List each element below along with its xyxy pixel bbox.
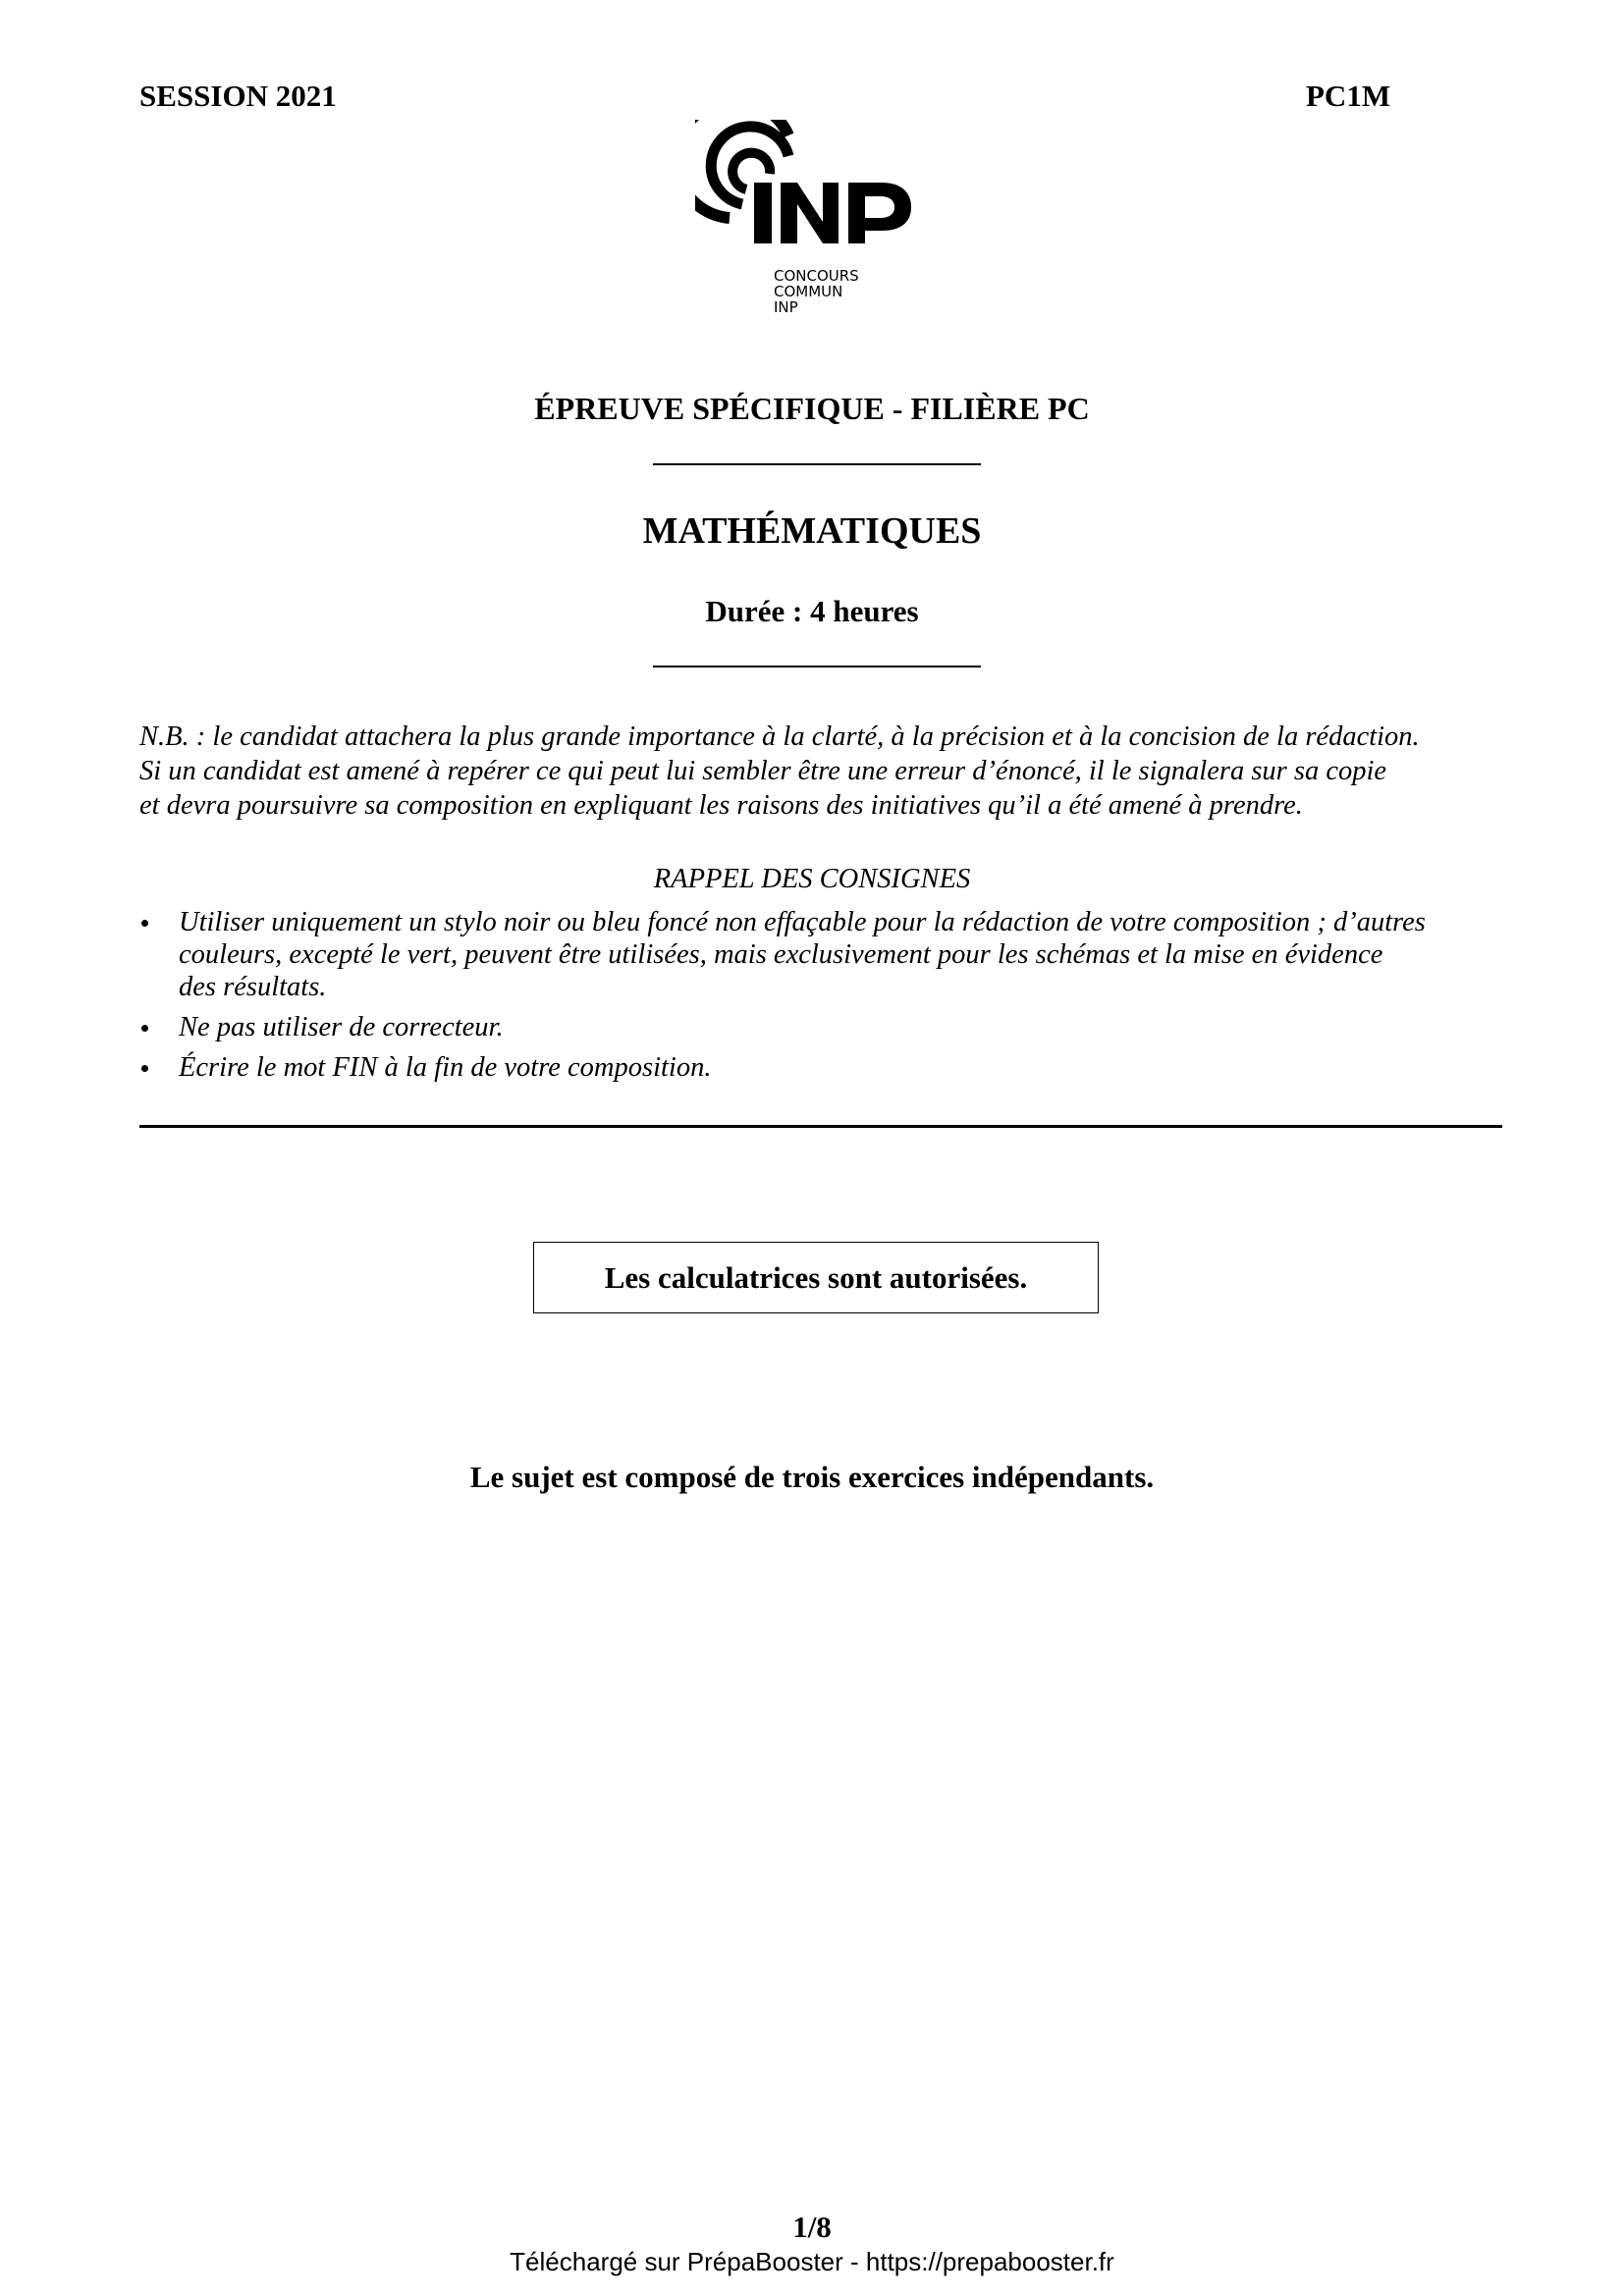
page-number: 1/8 <box>792 2210 832 2244</box>
section-divider <box>139 1125 1502 1128</box>
calculator-notice: Les calculatrices sont autorisées. <box>533 1242 1099 1313</box>
title-divider <box>653 463 981 465</box>
consigne-item <box>139 1051 1504 1084</box>
logo-subtitle-line: INP <box>774 298 798 316</box>
exam-code: PC1M <box>1306 79 1391 113</box>
duration-divider <box>653 666 981 667</box>
subject-composition: Le sujet est composé de trois exercices indépendants. <box>469 1460 1155 1494</box>
consigne-item <box>139 1011 1504 1043</box>
consigne-line: couleurs, excepté le vert, peuvent être utilisées, mais exclusivement pour les schémas et la mise en évidence <box>179 939 1383 970</box>
nb-note <box>139 720 1502 823</box>
consignes-list <box>139 906 1504 1092</box>
consigne-line: Utiliser uniquement un stylo noir ou bleu foncé non effaçable pour la rédaction de votre composition ; d’autres <box>179 907 1426 937</box>
consigne-line: des résultats. <box>179 972 327 1002</box>
logo-subtitle-line: CONCOURS <box>774 267 859 285</box>
consigne-item <box>139 906 1504 1003</box>
duration: Durée : 4 heures <box>705 594 919 628</box>
inp-logo <box>695 120 943 316</box>
consigne-line: Écrire le mot FIN à la fin de votre composition. <box>179 1052 712 1083</box>
download-footer: Téléchargé sur PrépaBooster - https://prepabooster.fr <box>510 2247 1114 2276</box>
rappel-title: RAPPEL DES CONSIGNES <box>653 864 971 894</box>
nb-line: N.B. : le candidat attachera la plus grande importance à la clarté, à la précision et à la concision de la rédaction. <box>139 721 1420 752</box>
logo-subtitle-line: COMMUN <box>774 283 843 300</box>
epreuve-title: ÉPREUVE SPÉCIFIQUE - FILIÈRE PC <box>534 391 1090 426</box>
consigne-line: Ne pas utiliser de correcteur. <box>179 1012 504 1042</box>
nb-line: Si un candidat est amené à repérer ce qui peut lui sembler être une erreur d’énoncé, il le signalera sur sa copie <box>139 756 1387 786</box>
subject-title: MATHÉMATIQUES <box>642 510 982 552</box>
session-label: SESSION 2021 <box>139 79 337 113</box>
nb-line: et devra poursuivre sa composition en expliquant les raisons des initiatives qu’il a été amené à prendre. <box>139 790 1303 821</box>
